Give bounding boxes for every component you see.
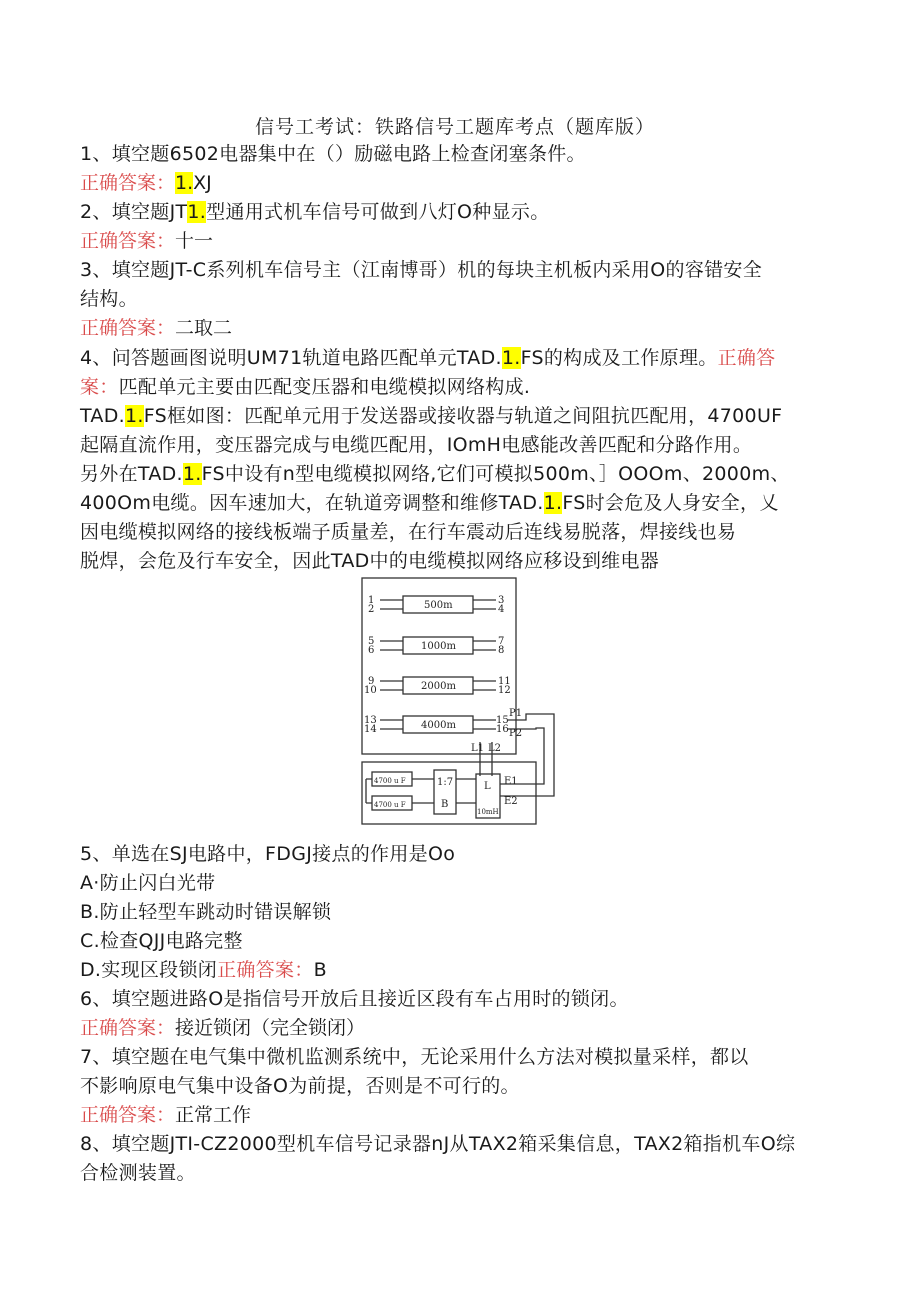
answer-7-text: 正常工作	[175, 1104, 252, 1126]
pin-label: 10	[364, 685, 377, 696]
q4-answer-text: 匹配单元主要由匹配变压器和电缆模拟网络构成.	[118, 376, 531, 398]
question-4-line-5	[80, 460, 840, 489]
answer-6-text: 接近锁闭（完全锁闭）	[175, 1017, 366, 1039]
answer-3	[80, 314, 840, 343]
question-4-line-7: 因电缆模拟网络的接线板端子质量差，在行车震动后连线易脱落，焊接线也易	[80, 521, 737, 543]
e1-label: E1	[504, 776, 518, 787]
question-4-line-6	[80, 489, 840, 518]
pin-label: 8	[498, 645, 505, 656]
pin-label: 7	[498, 636, 505, 647]
pin-label: 1	[368, 595, 375, 606]
question-2	[80, 198, 840, 227]
cable-label-1000: 1000m	[421, 641, 456, 652]
option-b: B.防止轻型车跳动时错误解锁	[80, 901, 332, 923]
inductance-label: 10mH	[477, 808, 499, 816]
p1-label: P1	[509, 708, 523, 719]
pin-label: 2	[368, 604, 375, 615]
cap-label: 4700 u F	[374, 777, 406, 785]
pin-label: 9	[368, 676, 375, 687]
option-d-text: D.实现区段锁闭	[80, 959, 218, 981]
q4-text-b: FS的构成及工作原理。	[520, 347, 718, 369]
answer-7	[80, 1101, 840, 1130]
question-4-line-3	[80, 402, 840, 431]
highlight: 1.	[187, 201, 207, 223]
highlight: 1.	[175, 172, 194, 194]
answer-label: 正确答案：	[80, 1017, 176, 1039]
answer-label-part: 正确答	[717, 347, 776, 369]
answer-6	[80, 1014, 840, 1043]
pin-label: 14	[364, 724, 377, 735]
pin-label: 16	[496, 724, 509, 735]
transformer-frame	[362, 762, 536, 824]
question-7-line-2: 不影响原电气集中设备O为前提，否则是不可行的。	[80, 1075, 520, 1097]
highlight: 1.	[182, 463, 202, 485]
question-5: 5、单选在SJ电路中，FDGJ接点的作用是Oo	[80, 843, 456, 865]
pin-label: 15	[496, 715, 509, 726]
cable-label-500: 500m	[424, 600, 453, 611]
p2-label: P2	[509, 728, 523, 739]
q4-text: FS框如图：匹配单元用于发送器或接收器与轨道之间阻抗匹配用，4700UF	[143, 405, 783, 427]
l2-label: L2	[488, 743, 502, 754]
page-title: 信号工考试：铁路信号工题库考点（题库版）	[254, 116, 655, 138]
question-3-line-2: 结构。	[80, 288, 138, 310]
pin-label: 11	[498, 676, 511, 687]
pin-label: 5	[368, 636, 375, 647]
pin-label: 12	[498, 685, 511, 696]
question-2-part-b: 型通用式机车信号可做到八灯O种显示。	[206, 201, 550, 223]
answer-1-text: XJ	[193, 172, 212, 194]
answer-2	[80, 227, 840, 256]
answer-label: 正确答案：	[80, 172, 176, 194]
ratio-label: 1:7	[437, 777, 454, 788]
highlight: 1.	[125, 405, 144, 427]
question-4-line-8: 脱焊，会危及行车安全，因此TAD中的电缆模拟网络应移设到维电器	[80, 550, 660, 572]
q4-text-a: 4、问答题画图说明UM71轨道电路匹配单元TAD.	[80, 347, 502, 369]
pin-label: 3	[498, 595, 505, 606]
answer-1	[80, 169, 840, 198]
question-1: 1、填空题6502电器集中在（）励磁电路上检查闭塞条件。	[80, 143, 586, 165]
pin-label: 13	[364, 715, 377, 726]
question-8-line-1: 8、填空题JTI-CZ2000型机车信号记录器nJ从TAX2箱采集信息，TAX2箱指机车O综	[80, 1133, 796, 1155]
question-4-line-2	[80, 373, 840, 402]
cap-label: 4700 u F	[374, 801, 406, 809]
q4-text: TAD.	[80, 405, 125, 427]
cable-label-2000: 2000m	[421, 681, 456, 692]
q4-text: FS中设有n型电缆模拟网络,它们可模拟500m、］OOOm、2000m、	[201, 463, 790, 485]
option-c: C.检查QJJ电路完整	[80, 930, 243, 952]
option-d	[80, 956, 840, 985]
answer-2-text: 十一	[175, 230, 214, 252]
e2-label: E2	[504, 796, 518, 807]
transformer-label: B	[441, 799, 449, 810]
question-4-line-4: 起隔直流作用，变压器完成与电缆匹配用，IOmH电感能改善匹配和分路作用。	[80, 434, 753, 456]
tad-circuit-svg	[358, 576, 570, 828]
pin-label: 6	[368, 645, 375, 656]
answer-label: 正确答案：	[80, 1104, 176, 1126]
answer-label: 正确答案：	[80, 317, 176, 339]
highlight: 1.	[543, 492, 563, 514]
tad-circuit-diagram	[358, 576, 570, 828]
pin-label: 4	[498, 604, 505, 615]
question-6: 6、填空题进路O是指信号开放后且接近区段有车占用时的锁闭。	[80, 988, 629, 1010]
l1-label: L1	[471, 743, 485, 754]
answer-label-part: 案：	[80, 376, 119, 398]
answer-label: 正确答案：	[217, 959, 314, 981]
question-4-line-1	[80, 344, 840, 373]
answer-3-text: 二取二	[175, 317, 233, 339]
q4-text: FS时会危及人身安全，乂	[562, 492, 779, 514]
q4-text: 400Om电缆。因车速加大，在轨道旁调整和维修TAD.	[80, 492, 544, 514]
option-a: A·防止闪白光带	[80, 872, 216, 894]
inductor-label: L	[484, 781, 491, 792]
answer-5-text: B	[313, 959, 327, 981]
question-8-line-2: 合检测装置。	[80, 1162, 196, 1184]
question-3-line-1: 3、填空题JT-C系列机车信号主（江南博哥）机的每块主机板内采用O的容错安全	[80, 259, 763, 281]
question-7-line-1: 7、填空题在电气集中微机监测系统中，无论采用什么方法对模拟量采样，都以	[80, 1046, 749, 1068]
highlight: 1.	[501, 347, 521, 369]
cable-label-4000: 4000m	[421, 720, 456, 731]
q4-text: 另外在TAD.	[80, 463, 183, 485]
answer-label: 正确答案：	[80, 230, 176, 252]
question-2-part-a: 2、填空题JT	[80, 201, 188, 223]
